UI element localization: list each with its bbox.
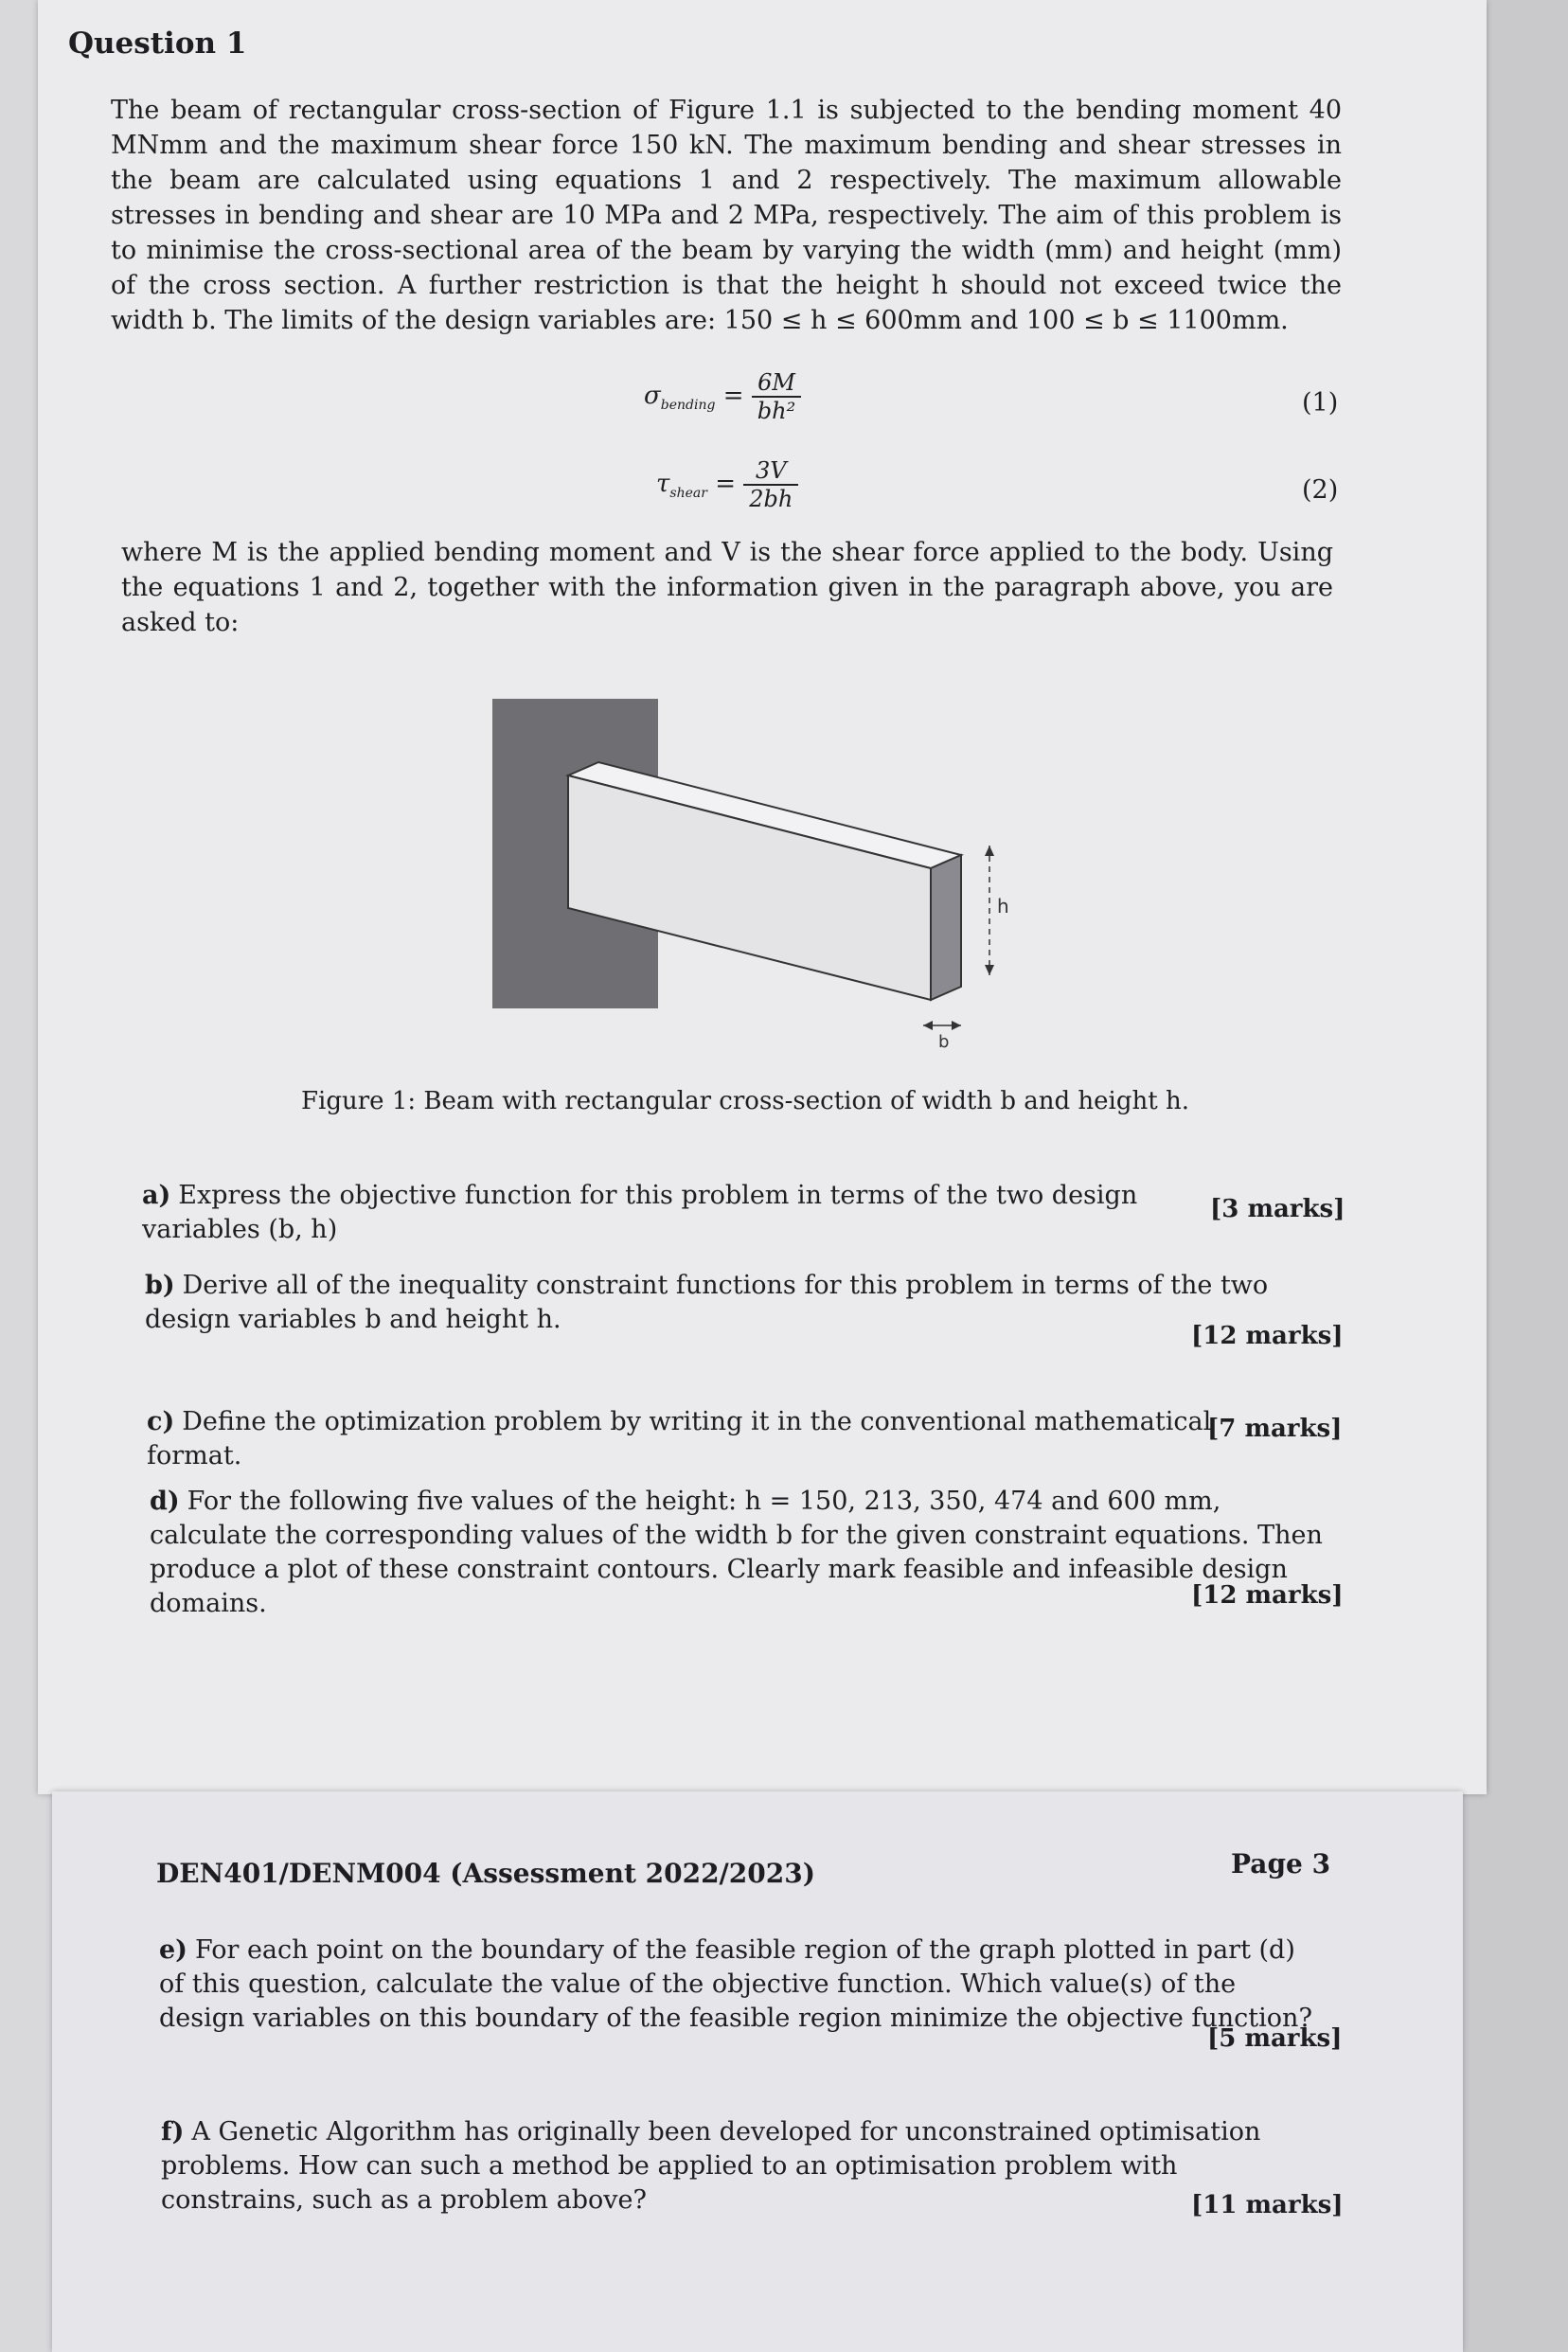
part-b xyxy=(145,1269,1324,1337)
part-f-text: A Genetic Algorithm has originally been developed for unconstrained optimisation problems. How can such a method be applied to an optimisation problem with constrains, such as a problem above? xyxy=(161,2117,1261,2215)
part-d-text: For the following five values of the height: h = 150, 213, 350, 474 and 600 mm, calculate the corresponding values of the width b for the given constraint equations. Then produce a plot of these constraint contours. Clearly mark feasible and infeasible design domains. xyxy=(150,1487,1323,1618)
page-number: Page 3 xyxy=(1231,1848,1331,1880)
h-arrow-top xyxy=(985,846,994,856)
equation-2-lhs-sub: shear xyxy=(669,486,707,502)
part-a-text: Express the objective function for this problem in terms of the two design variables (b, h) xyxy=(142,1181,1138,1244)
part-c xyxy=(147,1405,1226,1473)
part-f xyxy=(161,2115,1321,2218)
b-dimension-label: b xyxy=(938,1032,950,1052)
part-b-marks: [12 marks] xyxy=(1191,1322,1344,1350)
where-paragraph: where M is the applied bending moment and V is the shear force applied to the body. Using the equations 1 and 2, together with the information given in the paragraph above, you are asked to: xyxy=(121,538,1333,637)
equation-2-label: (2) xyxy=(1302,475,1339,505)
part-e-text: For each point on the boundary of the feasible region of the graph plotted in part (d) of this question, calculate the value of the objective function. Which value(s) of the design variables on this boundary of the feasible region minimize the objective function? xyxy=(159,1935,1312,2033)
part-c-text: Define the optimization problem by writing it in the conventional mathematical format. xyxy=(147,1407,1212,1470)
b-arrow-left xyxy=(923,1021,933,1030)
part-f-marks: [11 marks] xyxy=(1191,2191,1344,2219)
part-a-label: a) xyxy=(142,1181,171,1210)
course-header: DEN401/DENM004 (Assessment 2022/2023) xyxy=(156,1858,815,1889)
question-title: Question 1 xyxy=(68,27,247,61)
part-f-label: f) xyxy=(161,2117,185,2147)
beam-end-face xyxy=(931,855,961,1000)
part-e xyxy=(159,1933,1319,2036)
part-e-label: e) xyxy=(159,1935,187,1965)
part-a xyxy=(142,1179,1212,1247)
equation-2-lhs: τ xyxy=(656,470,670,498)
h-dimension-label: h xyxy=(997,895,1009,918)
b-arrow-right xyxy=(952,1021,961,1030)
part-d xyxy=(150,1485,1324,1621)
part-b-text: Derive all of the inequality constraint functions for this problem in terms of the two design variables b and height h. xyxy=(145,1271,1269,1334)
equation-1-denominator: bh² xyxy=(757,398,796,424)
equation-1-lhs: σ xyxy=(644,382,661,410)
part-a-marks: [3 marks] xyxy=(1210,1195,1345,1223)
equation-2: $\tau_{shear}$ = $\frac{3V}{2bh}$ xyxy=(656,457,798,512)
beam-figure xyxy=(492,699,1023,1059)
intro-paragraph: The beam of rectangular cross-section of Figure 1.1 is subjected to the bending moment 40 MNmm and the maximum shear force 150 kN. The maximum bending and shear stresses in the beam are calculated using equations 1 and 2 respectively. The maximum allowable stresses in bending and shear are 10 MPa and 2 MPa, respectively. The aim of this problem is to minimise the cross-sectional area of the beam by varying the width (mm) and height (mm) of the cross section. A further restriction is that the height h should not exceed twice the width b. The limits of the design variables are: 150 ≤ h ≤ 600mm and 100 ≤ b ≤ 1100mm. xyxy=(111,96,1342,335)
equation-1-lhs-sub: bending xyxy=(660,398,716,414)
part-e-marks: [5 marks] xyxy=(1207,2024,1343,2053)
equation-2-denominator: 2bh xyxy=(749,486,793,512)
equation-1: $\sigma_{bending}$ = $\frac{6M}{\text{bh²}}$ xyxy=(644,369,801,424)
h-arrow-bottom xyxy=(985,965,994,975)
part-d-marks: [12 marks] xyxy=(1191,1581,1344,1610)
part-d-label: d) xyxy=(150,1487,180,1516)
equation-1-label: (1) xyxy=(1302,388,1339,418)
equation-2-numerator: 3V xyxy=(743,457,798,486)
equation-1-numerator: 6M xyxy=(752,369,801,398)
part-c-marks: [7 marks] xyxy=(1207,1415,1343,1443)
part-c-label: c) xyxy=(147,1407,175,1436)
figure-caption: Figure 1: Beam with rectangular cross-section of width b and height h. xyxy=(301,1087,1189,1115)
part-b-label: b) xyxy=(145,1271,175,1300)
